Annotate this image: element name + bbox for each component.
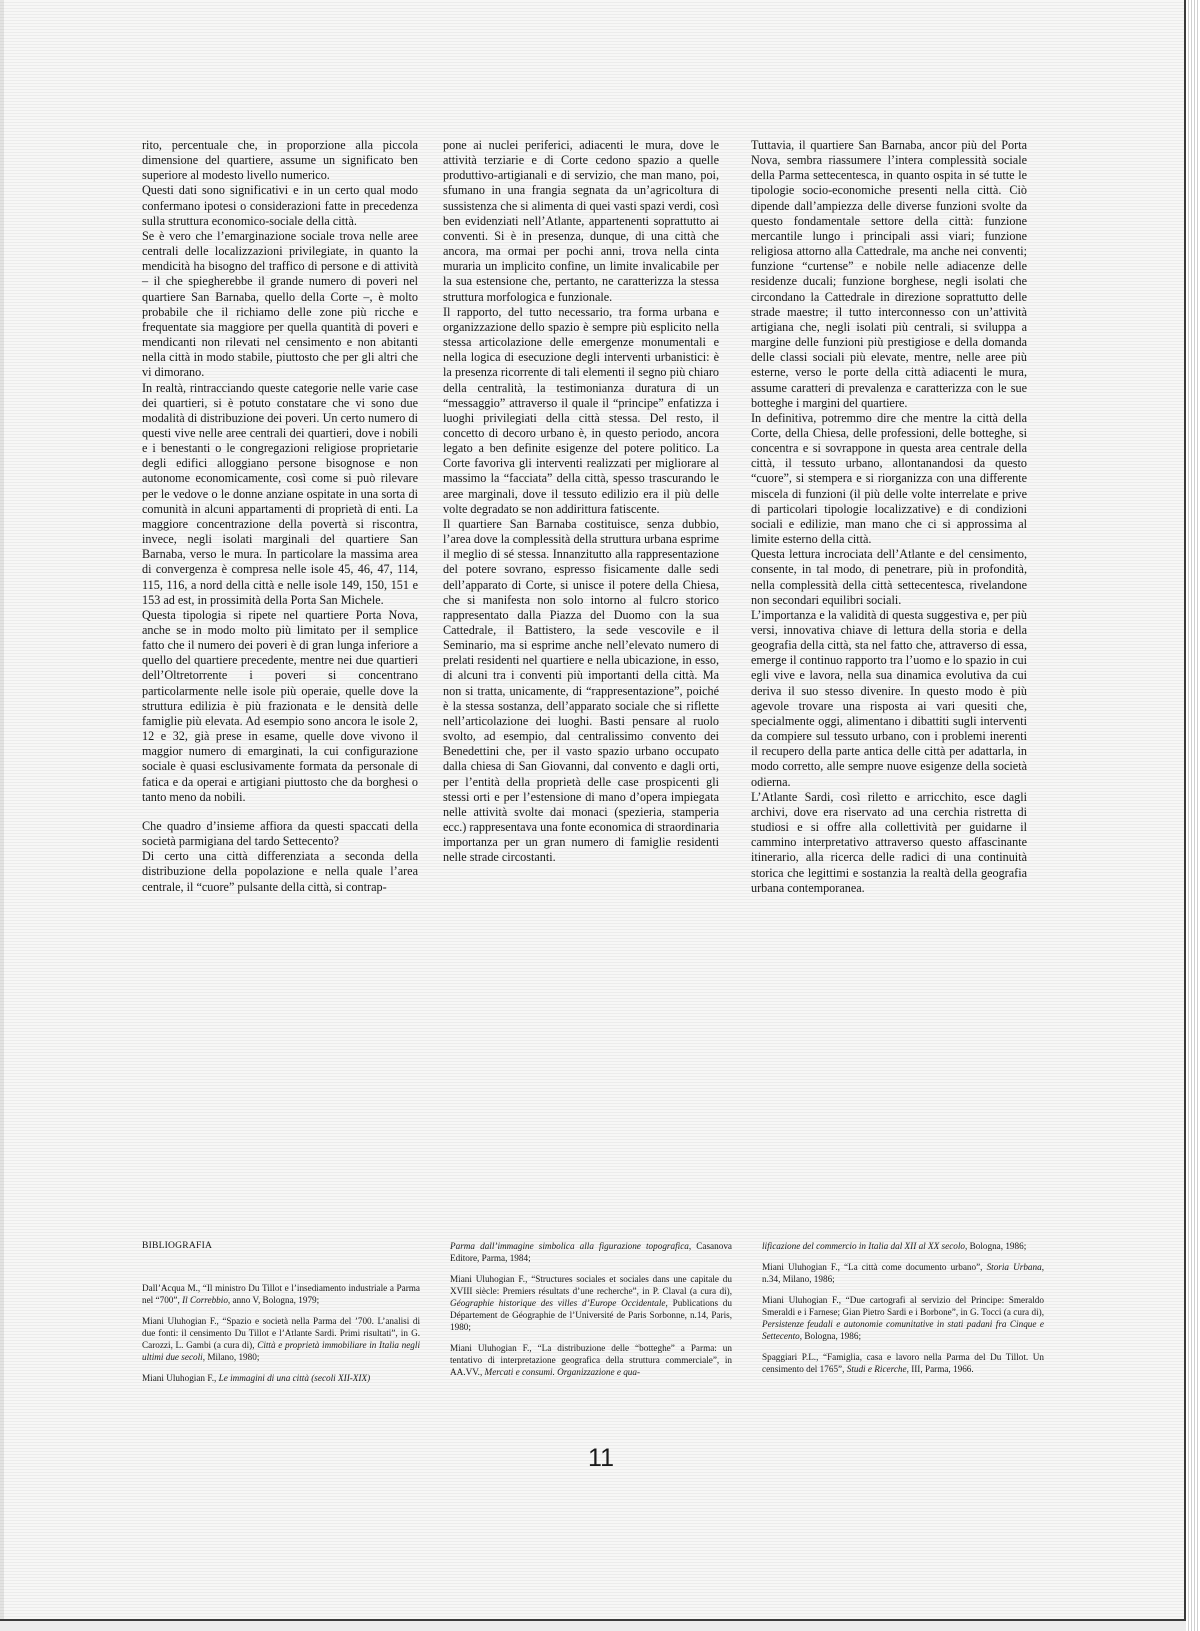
- paragraph: L’importanza e la validità di questa suggestiva e, per più versi, innovativa chiave di lettura della storia e della geografia della città, sta nel fatto che, attraverso di essa, emerge il continuo rapporto tra l’uomo e lo spazio in cui egli vive e lavora, nella sua dinamica evolutiva da cui deriva il suo stesso divenire. In questo modo è più agevole trovare una risposta ai vari quesiti che, specialmente oggi, alimentano i dibattiti sugli interventi da compiere sul tessuto urbano, con i problemi inerenti il recupero della parte antica delle città per adattarla, in modo corretto, alle sempre nuove esigenze della società odierna.: [751, 607, 1027, 789]
- bibliography-entry: [142, 1282, 420, 1306]
- bibliography-entry: [762, 1351, 1044, 1375]
- page-right-edge: [1184, 0, 1200, 1631]
- entry-text-after: , Milano, 1980;: [202, 1352, 260, 1362]
- entry-title: Il Correbbio: [182, 1295, 228, 1305]
- entry-text-after: , Bologna, 1986;: [965, 1241, 1027, 1251]
- entry-text: Miani Uluhogian F., “Spazio e società nella Parma del ’700. L’analisi di due fonti: il censimento Du Tillot e l’Atlante Sardi. Primi risultati”, in G. Carozzi, L. Gambi (a cura di),: [142, 1316, 420, 1350]
- bibliography-column-1: [142, 1240, 420, 1393]
- page-bottom-edge: [0, 1619, 1186, 1631]
- bibliography-entry: [762, 1294, 1044, 1342]
- entry-text-after: , Bologna, 1986;: [799, 1331, 862, 1341]
- paragraph: Il rapporto, del tutto necessario, tra forma urbana e organizzazione dello spazio è sempre più esplicito nella stessa articolazione delle emergenze monumentali e nella logica di esecuzione degli interventi urbanistici: è la presenza ricorrente di tali elementi il segno più chiaro della centralità, la testimonianza duratura di un “messaggio” attraverso il quale il “principe” enfatizza i luoghi privilegiati della città stessa. Del resto, il concetto di decoro urbano è, in questo periodo, ancora legato a ben definite esigenze del potere politico. La Corte favoriva gli interventi realizzati per migliorare al massimo la “facciata” della città, spesso trascurando le aree marginali, dove il tessuto edilizio era il più delle volte degradato se non addirittura fatiscente.: [443, 304, 719, 516]
- bibliography-entry: [450, 1240, 732, 1264]
- entry-title: lificazione del commercio in Italia dal XII al XX secolo: [762, 1241, 966, 1251]
- entry-title: Studi e Ricerche: [846, 1364, 907, 1374]
- paragraph: rito, percentuale che, in proporzione alla piccola dimensione del quartiere, assume un significato ben superiore al modesto livello numerico.: [142, 138, 418, 183]
- bibliography-column-3: [762, 1240, 1044, 1384]
- paragraph: Questa lettura incrociata dell’Atlante e del censimento, consente, in tal modo, di penetrare, più in profondità, nella complessità della città settecentesca, rivelandone non secondari equilibri sociali.: [751, 547, 1027, 607]
- entry-text: Dall’Acqua M., “Il ministro Du Tillot e l’insediamento industriale a Parma nel “700”,: [142, 1283, 420, 1305]
- paragraph: In definitiva, potremmo dire che mentre la città della Corte, della Chiesa, delle professioni, delle botteghe, si concentra e si sovrappone in questa area centrale della città, il tessuto urbano, allontanandosi da questo “cuore”, si stempera e si riorganizza con una differente miscela di funzioni (il più delle volte interrelate e prive di particolari tipologie localizzative) e di condizioni sociali e edilizie, man mano che ci si approssima al limite esterno della città.: [751, 410, 1027, 547]
- entry-title: Géographie historique des villes d’Europe Occidentale: [450, 1298, 666, 1308]
- entry-title: Parma dall’immagine simbolica alla figurazione topografica: [450, 1241, 689, 1251]
- bibliography-entry: [762, 1240, 1044, 1252]
- paragraph: Che quadro d’insieme affiora da questi spaccati della società parmigiana del tardo Settecento?: [142, 818, 418, 849]
- entry-title: Persistenze feudali e autonomie comunitative in stati padani fra Cinque e Settecento: [762, 1319, 1044, 1341]
- entry-text: Miani Uluhogian F., “La distribuzione delle “botteghe” a Parma: un tentativo di interpretazione geografica della struttura commerciale”, in AA.VV.,: [450, 1343, 732, 1377]
- entry-text: Miani Uluhogian F.,: [142, 1373, 219, 1383]
- entry-text-after: , anno V, Bologna, 1979;: [227, 1295, 320, 1305]
- entry-text: Miani Uluhogian F., “La città come documento urbano”,: [762, 1262, 987, 1272]
- bibliography-entry: [450, 1273, 732, 1333]
- paragraph: Di certo una città differenziata a seconda della distribuzione della popolazione e nella quale l’area centrale, il “cuore” pulsante della città, si contrap-: [142, 849, 418, 894]
- bibliography-entry: [450, 1342, 732, 1378]
- entry-text-after: , Publications du Département de Géographie de l’Université de Paris Sorbonne, n.14, Paris, 1980;: [450, 1298, 732, 1332]
- entry-title: Città e proprietà immobiliare in Italia negli ultimi due secoli: [142, 1340, 420, 1362]
- text-column-2: [443, 138, 719, 866]
- paragraph: Questi dati sono significativi e in un certo qual modo confermano ipotesi o considerazioni fatte in precedenza sulla struttura economico-sociale della città.: [142, 183, 418, 228]
- entry-text: Spaggiari P.L., “Famiglia, casa e lavoro nella Parma del Du Tillot. Un censimento del 1765”,: [762, 1352, 1044, 1374]
- paragraph: Tuttavia, il quartiere San Barnaba, ancor più del Porta Nova, sembra riassumere l’intera complessità sociale della Parma settecentesca, in quanto ospita in sé tutte le tipologie socio-economiche presenti nella città. Ciò dipende dall’ampiezza delle diverse funzioni svolte da questo fondamentale settore della città: funzione mercantile lungo i principali assi viari; funzione religiosa attorno alla Cattedrale, ma anche nei conventi; funzione “curtense” e nobile nelle adiacenze delle residenze ducali; funzione borghese, negli isolati che circondano la Cattedrale in direzione soprattutto delle strade maestre; il tutto interconnesso con un’attività artigiana che, negli isolati più centrali, si sviluppa a margine delle funzioni più prestigiose e della domanda delle classi sociali più elevate, mentre, nelle aree più esterne, verso le porte della città adiacenti le mura, assume caratteri di prevalenza e caratterizza con le sue botteghe i margini del quartiere.: [751, 138, 1027, 410]
- entry-text-after: , Casanova Editore, Parma, 1984;: [450, 1241, 732, 1263]
- paragraph: Il quartiere San Barnaba costituisce, senza dubbio, l’area dove la complessità della struttura urbana esprime il meglio di sé stessa. Innanzitutto alla rappresentazione del potere sovrano, espresso fisicamente dalle sedi dell’apparato di Corte, si unisce il potere della Chiesa, che si manifesta non solo intorno al fulcro storico rappresentato dalla Piazza del Duomo con la sua Cattedrale, il Battistero, la sede vescovile e il Seminario, ma si esprime anche nell’elevato numero di prelati residenti nel quartiere e nella ubicazione, in esso, di alcuni tra i conventi più importanti della città. Ma non si tratta, unicamente, di “rappresentazione”, poiché è la stessa sostanza, dell’apparato sociale che si riflette nell’articolazione dei luoghi. Basti pensare al ruolo svolto, ad esempio, dal centralissimo convento dei Benedettini che, per il vasto spazio urbano occupato dalla chiesa di San Giovanni, dal convento e dagli orti, per l’entità della proprietà delle case prospicenti gli stessi orti e per l’estensione di mano d’opera impiegata nelle attività svolte dai monaci (spezieria, stamperia ecc.) rappresentava una fonte economica di straordinaria importanza per un gran numero di famiglie residenti nelle strade circostanti.: [443, 516, 719, 865]
- paragraph: Se è vero che l’emarginazione sociale trova nelle aree centrali delle localizzazioni privilegiate, in quanto la mendicità ha bisogno del traffico di persone e di attività – il che spiegherebbe il grande numero di poveri nel quartiere San Barnaba, quello della Corte –, è molto probabile che il richiamo delle zone più ricche e frequentate sia maggiore per quella quantità di poveri e mendicanti non rilevati nel censimento e non abitanti nella città in modo stabile, piuttosto che per gli altri che vi dimorano.: [142, 228, 418, 380]
- paragraph: Questa tipologia si ripete nel quartiere Porta Nova, anche se in modo molto più limitato per il semplice fatto che il numero dei poveri è di gran lunga inferiore a quello del quartiere precedente, mentre nei due quartieri dell’Oltretorrente i poveri si concentrano particolarmente nelle isole più operaie, quelle dove la struttura edilizia è più frazionata e le densità delle famiglie più elevata. Ad esempio sono ancora le isole 2, 12 e 32, già prese in esame, quelle dove vivono il maggior numero di emarginati, la cui configurazione sociale è quasi esclusivamente formata da personale di fatica e da operai e artigiani piuttosto che da borghesi o tanto meno da nobili.: [142, 607, 418, 804]
- entry-title: Mercati e consumi. Organizzazione e qua-: [484, 1367, 641, 1377]
- paragraph: In realtà, rintracciando queste categorie nelle varie case dei quartieri, si è potuto constatare che vi sono due modalità di distribuzione dei poveri. Un certo numero di questi vive nelle aree centrali dei quartieri, dove i nobili e i benestanti o le congregazioni religiose proprietarie degli edifici alloggiano persone bisognose e non autonome economicamente, così come si può rilevare per le vedove o le donne anziane ospitate in una sorta di comunità in alcuni appartamenti di proprietà di enti. La maggiore concentrazione della povertà si riscontra, invece, negli isolati marginali del quartiere San Barnaba, verso le mura. In particolare la massima area di convergenza è compresa nelle isole 45, 46, 47, 114, 115, 116, a nord della città e nelle isole 149, 150, 151 e 153 ad est, in prossimità della Porta San Michele.: [142, 380, 418, 607]
- entry-text-after: , n.34, Milano, 1986;: [762, 1262, 1044, 1284]
- entry-title: Le immagini di una città (secoli XII-XIX): [218, 1373, 371, 1383]
- entry-title: Storia Urbana: [986, 1262, 1042, 1272]
- entry-text: Miani Uluhogian F., “Structures sociales et sociales dans une capitale du XVIII siècle: Premiers résultats d’une recherche”, in P. Claval (a cura di),: [450, 1274, 732, 1296]
- bibliography-entry: [142, 1315, 420, 1363]
- bibliography-entry: [762, 1261, 1044, 1285]
- page-left-edge: [0, 0, 4, 1631]
- bibliography-column-2: [450, 1240, 732, 1387]
- entry-text: Miani Uluhogian F., “Due cartografi al servizio del Principe: Smeraldo Smeraldi e i Farnese; Gian Pietro Sardi e i Borbone”, in G. Tocci (a cura di),: [762, 1295, 1044, 1317]
- paragraph: L’Atlante Sardi, così riletto e arricchito, esce dagli archivi, dove era riservato ad una cerchia ristretta di studiosi e si offre alla collettività per guidarne il cammino interpretativo attraverso questo affascinante itinerario, alla ricerca delle radici di una continuità storica che legittimi e sostanzia la realtà della geografia urbana contemporanea.: [751, 789, 1027, 895]
- page-number: 11: [588, 1444, 614, 1472]
- bibliography-heading: BIBLIOGRAFIA: [142, 1240, 213, 1251]
- text-column-3: [751, 138, 1027, 896]
- paragraph: pone ai nuclei periferici, adiacenti le mura, dove le attività terziarie e di Corte cedono spazio a quelle produttivo-artigianali e di servizio, che man mano, poi, sfumano in una frangia segnata da un’agricoltura di sussistenza che si alimenta di quei vasti spazi verdi, così ben evidenziati nell’Atlante, appartenenti soprattutto ai conventi. Si è in presenza, dunque, di una città che ancora, ma ormai per pochi anni, trova nella cinta muraria un implicito confine, un limite invalicabile per la sua estensione che, pertanto, ne caratterizza la stessa struttura morfologica e funzionale.: [443, 138, 719, 304]
- text-column-1: [142, 138, 418, 895]
- entry-text-after: , III, Parma, 1966.: [906, 1364, 974, 1374]
- bibliography-entry: [142, 1372, 420, 1384]
